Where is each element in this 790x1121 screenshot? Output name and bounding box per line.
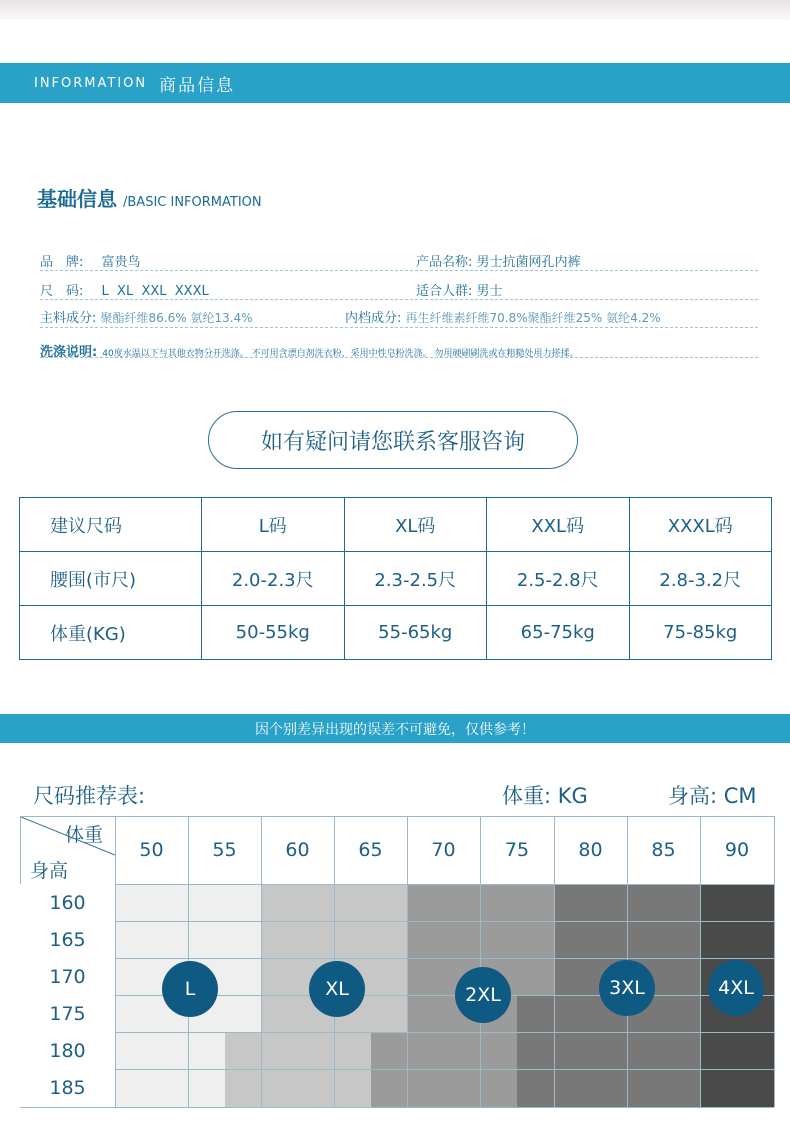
divider [40,357,758,358]
product-name-value: 男士抗菌网孔内裤 [476,255,581,270]
grid-shade-step [517,995,554,1107]
wash-label: 洗涤说明: [40,345,98,360]
crotch-material-value: 再生纤维素纤维70.8%聚酯纤维25% 氨纶4.2% [405,311,661,325]
banner-en: INFORMATION [34,75,148,91]
table-cell: 75-85kg [629,606,772,660]
corner-weight-label: 体重 [64,823,103,846]
table-row [20,606,772,660]
notice-band: 因个别差异出现的误差不可避免，仅供参考！ [0,714,790,743]
size-label: 尺 码: [40,284,84,299]
main-material-label: 主料成分: [40,311,97,326]
table-cell: 55-65kg [344,606,487,660]
table-cell: 体重(KG) [20,606,202,660]
grid-line [20,1032,774,1033]
main-material-row [40,307,253,326]
table-cell: 2.8-3.2尺 [629,552,772,606]
size-table [19,497,772,660]
banner-cn: 商品信息 [159,75,236,96]
table-header-cell: 建议尺码 [20,498,202,552]
crotch-material-label: 内档成分: [345,311,402,326]
weight-header-cell: 60 [285,839,310,861]
crowd-label: 适合人群: [416,284,473,299]
height-label-cell: 165 [20,921,115,958]
divider [40,299,758,300]
basic-title-cn: 基础信息 [37,187,117,211]
height-label-cell: 160 [20,884,115,921]
brand-value: 富贵鸟 [101,255,141,270]
table-row [20,498,772,552]
product-name-row [416,251,581,270]
table-cell: 50-55kg [202,606,345,660]
grid-line [20,1069,774,1070]
table-cell: 2.3-2.5尺 [344,552,487,606]
table-header-cell: XXXL码 [629,498,772,552]
weight-header-cell: 80 [578,839,603,861]
basic-info-title [37,183,262,212]
weight-header-cell: 55 [212,839,237,861]
height-label-cell: 170 [20,958,115,995]
crotch-material-row [345,307,661,326]
information-banner [0,63,790,103]
weight-header-cell: 65 [358,839,383,861]
weight-header-cell: 70 [431,839,456,861]
size-row [40,280,209,299]
size-value: L XL XXL XXXL [101,284,209,299]
crowd-row [416,280,503,299]
weight-header-cell: 85 [651,839,676,861]
weight-unit: 体重: KG [502,784,588,808]
basic-title-en: /BASIC INFORMATION [123,195,262,210]
table-header-cell: XXL码 [487,498,630,552]
grid-line [20,884,774,885]
height-label-cell: 175 [20,995,115,1032]
grid-line [20,921,774,922]
top-fade [0,0,790,20]
table-row [20,552,772,606]
corner-height-label: 身高 [29,859,68,882]
height-unit: 身高: CM [668,784,757,808]
table-cell: 2.0-2.3尺 [202,552,345,606]
table-header-cell: L码 [202,498,345,552]
brand-row [40,251,141,270]
size-circle-4xl: 4XL [708,960,764,1016]
table-cell: 腰围(市尺) [20,552,202,606]
size-circle-3xl: 3XL [599,960,655,1016]
divider [40,327,758,328]
table-cell: 65-75kg [487,606,630,660]
divider [40,270,758,271]
grid-line [774,816,775,1107]
height-label-cell: 180 [20,1032,115,1069]
size-circle-xl: XL [309,961,365,1017]
brand-label: 品 牌: [40,255,84,270]
rec-title: 尺码推荐表: [33,784,146,808]
grid-line [20,995,774,996]
weight-header-cell: 50 [139,839,164,861]
weight-header-cell: 75 [504,839,530,861]
wash-value: 40度水温以下与其他衣物分开洗涤。 不可用含漂白剂洗衣粉，采用中性皂粉洗涤。 勿用硬刷刷洗或在粗糙处用力搓揉。 [102,349,579,359]
size-recommendation-grid [20,816,774,1107]
product-name-label: 产品名称: [416,255,473,270]
size-circle-l: L [162,961,218,1017]
grid-line [20,1107,774,1108]
contact-service-pill[interactable]: 如有疑问请您联系客服咨询 [208,411,578,469]
table-cell: 2.5-2.8尺 [487,552,630,606]
weight-header-cell: 90 [724,839,750,861]
height-label-cell: 185 [20,1069,115,1107]
crowd-value: 男士 [476,284,503,299]
main-material-value: 聚酯纤维86.6% 氨纶13.4% [100,311,253,325]
table-header-cell: XL码 [344,498,487,552]
size-circle-2xl: 2XL [455,967,511,1023]
grid-line [20,958,774,959]
